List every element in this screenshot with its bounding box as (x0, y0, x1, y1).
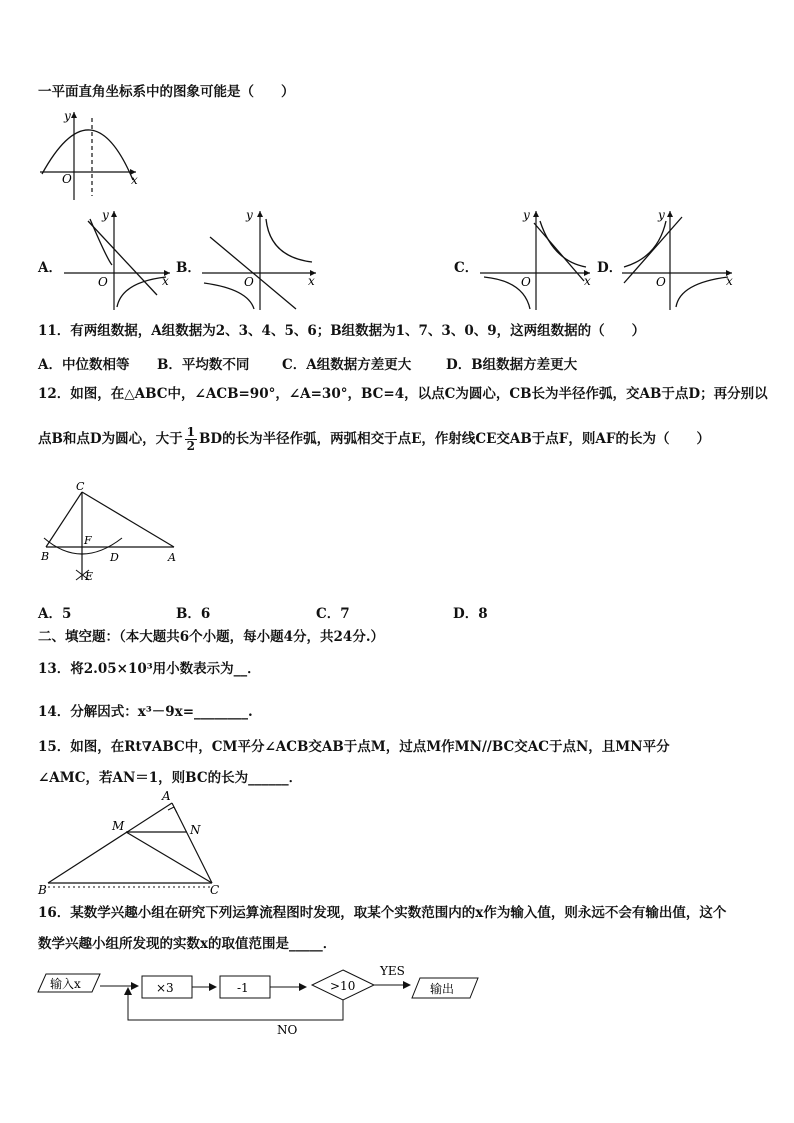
q10-option-b[interactable]: B． (176, 260, 201, 276)
q11-option-b[interactable]: B．平均数不同 (157, 357, 250, 373)
axis-x-label: x (131, 173, 138, 187)
fraction-one-half: $\frac{1}{2}$ (186, 425, 195, 453)
q13: 13．将2.05×10³用小数表示为__． (38, 661, 261, 677)
q11-stem: 11．有两组数据，A组数据为2、3、4、5、6；B组数据为1、7、3、0、9，这两组数据的（ ） (38, 323, 646, 339)
origin-label: O (98, 275, 108, 289)
q12-option-a[interactable]: A．5 (38, 606, 72, 622)
q12-line2-post: BD的长为半径作弧，两弧相交于点E，作射线CE交AB于点F，则AF的长为（ ） (198, 431, 710, 447)
label-f: F (84, 534, 92, 547)
output-label: 输出 (430, 982, 455, 996)
no-label: NO (277, 1023, 298, 1037)
axis-y-label: y (658, 208, 665, 222)
q10-option-a[interactable]: A． (38, 260, 62, 276)
q16-line1: 16．某数学兴趣小组在研究下列运算流程图时发现，取某个实数范围内的x作为输入值，则永远不会有输出值，这个 (38, 905, 727, 921)
origin-label: O (656, 275, 666, 289)
subtract-label: -1 (237, 981, 249, 995)
input-label: 输入x (50, 977, 81, 991)
origin-label: O (244, 275, 254, 289)
q10-graph-c[interactable] (478, 207, 594, 312)
q15-line1: 15．如图，在Rt∇ABC中，CM平分∠ACB交AB于点M，过点M作MN//BC交AC于点N，且MN平分 (38, 739, 670, 755)
q10-graph-d[interactable] (620, 207, 736, 312)
q10-option-d[interactable]: D． (597, 260, 623, 276)
axis-x-label: x (308, 274, 315, 288)
q15-line2: ∠AMC，若AN＝1，则BC的长为______． (38, 770, 303, 786)
q15-triangle-figure (34, 788, 234, 896)
label-b: B (38, 883, 47, 896)
label-a: A (168, 551, 176, 564)
q10-graph-a[interactable] (62, 207, 174, 312)
q12-option-c[interactable]: C．7 (316, 606, 350, 622)
q14: 14．分解因式：x³－9x=________. (38, 704, 253, 720)
multiply-label: ×3 (156, 981, 174, 995)
yes-label: YES (380, 964, 405, 978)
axis-y-label: y (246, 208, 253, 222)
q12-triangle-figure (36, 480, 186, 588)
q12-option-b[interactable]: B．6 (176, 606, 211, 622)
q12-line2 (38, 424, 710, 454)
label-a: A (162, 789, 171, 803)
q10-graph-b[interactable] (200, 207, 320, 312)
axis-y-label: y (523, 208, 530, 222)
q10-option-c[interactable]: C． (454, 260, 479, 276)
q10-stem: 一平面直角坐标系中的图象可能是（ ） (38, 84, 295, 100)
label-m: M (112, 819, 125, 833)
axis-x-label: x (726, 274, 733, 288)
label-e: E (85, 570, 94, 583)
q11-option-d[interactable]: D．B组数据方差更大 (446, 357, 578, 373)
label-c: C (210, 883, 220, 896)
axis-x-label: x (584, 274, 591, 288)
q11-option-a[interactable]: A．中位数相等 (38, 357, 130, 373)
q11-option-c[interactable]: C．A组数据方差更大 (282, 357, 412, 373)
q16-line2: 数学兴趣小组所发现的实数x的取值范围是_____． (38, 936, 337, 952)
origin-label: O (521, 275, 531, 289)
condition-label: >10 (330, 979, 356, 993)
label-c: C (76, 480, 85, 493)
q12-line1: 12．如图，在△ABC中，∠ACB=90°，∠A=30°，BC=4，以点C为圆心，CB长为半径作弧，交AB于点D；再分别以 (38, 386, 768, 402)
axis-y-label: y (64, 109, 71, 123)
label-d: D (110, 551, 119, 564)
origin-label: O (62, 172, 72, 186)
label-b: B (41, 550, 50, 563)
q12-line2-pre: 点B和点D为圆心，大于 (38, 431, 183, 447)
axis-x-label: x (162, 274, 169, 288)
q10-given-graph (38, 108, 138, 203)
axis-y-label: y (102, 208, 109, 222)
q12-option-d[interactable]: D．8 (453, 606, 488, 622)
section-2-heading: 二、填空题：（本大题共6个小题，每小题4分，共24分.） (38, 629, 385, 645)
q16-flowchart (34, 960, 494, 1040)
label-n: N (190, 823, 201, 837)
